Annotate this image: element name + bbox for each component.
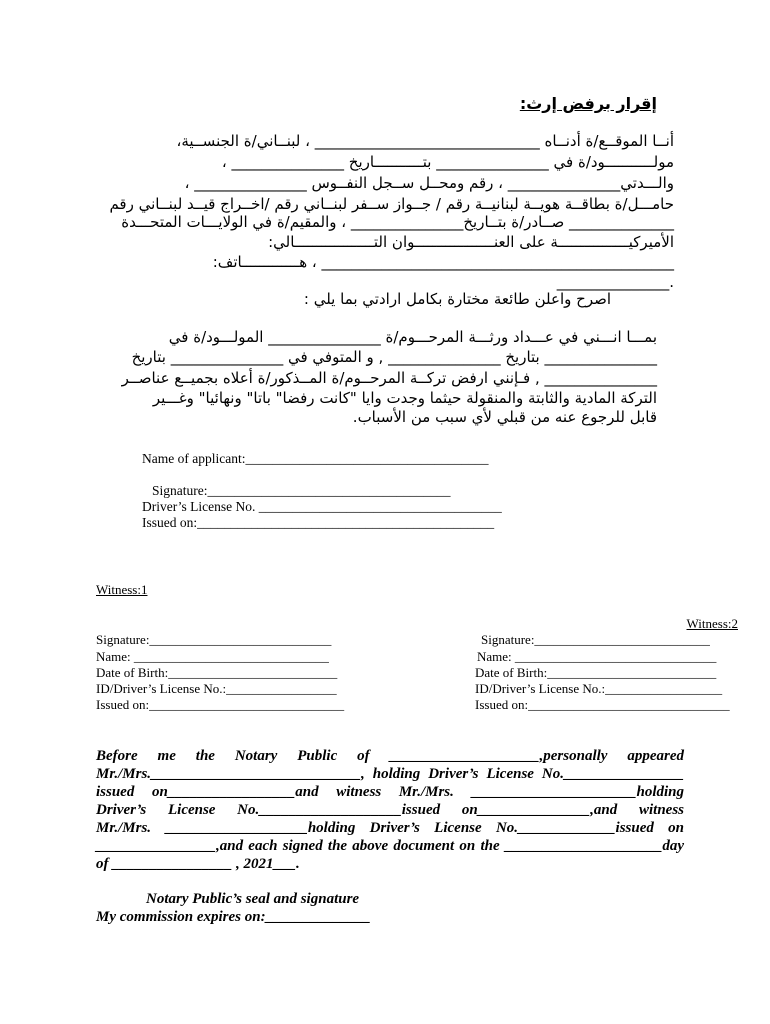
witness-1-signature: Signature:____________________________	[96, 632, 332, 647]
arabic-statement-line-5: قابل للرجوع عنه من قبلي لأي سبب من الأسباب.	[352, 408, 657, 426]
notary-line-7: of ________________ , 2021___.	[96, 856, 300, 872]
arabic-line-5: ______________ صــادر/ة بتــاريخ_______________ ، والمقيم/ة في الولايـــات المتحـــدة	[121, 213, 674, 231]
witness-2-id: ID/Driver’s License No.:__________________	[475, 681, 723, 696]
witness-2-dob: Date of Birth:__________________________	[475, 665, 717, 680]
applicant-license-field: Driver’s License No. ____________________________________	[142, 499, 502, 514]
arabic-line-8: ._______________	[556, 273, 674, 291]
arabic-line-7: _______________________________________________ ، هـــــــــــــاتف:	[212, 253, 674, 271]
witness-1-id: ID/Driver’s License No.:_________________	[96, 681, 337, 696]
applicant-signature-field: Signature:____________________________________	[152, 483, 451, 498]
witness-2-name: Name: _______________________________	[477, 649, 717, 664]
applicant-issued-field: Issued on:____________________________________________	[142, 515, 495, 530]
witness-2-signature: Signature:___________________________	[481, 632, 710, 647]
notary-line-4: Driver’s License No.___________________issued on_______________,and witness	[96, 802, 684, 818]
arabic-declaration-intro: اصرح واعلن طائعة مختارة بكامل ارادتي بما يلي :	[303, 290, 611, 308]
notary-line-6: ________________,and each signed the above document on the _____________________day	[96, 838, 684, 854]
arabic-line-2: مولـــــــــــود/ة في _______________ بتـــــــــــاريخ _______________ ،	[221, 153, 674, 171]
document-title: إقرار برفض إرث:	[519, 94, 657, 113]
arabic-statement-line-2: _______________ بتاريخ _______________ , و المتوفي في _______________ بتاريخ	[131, 348, 657, 366]
witness-2-issued: Issued on:_______________________________	[475, 697, 730, 712]
arabic-line-4: حامـــل/ة بطاقــة هويــة لبنانيــة رقم / جــواز ســفر لبنــاني رقم /اخــراج قيــد لبنــاني رقم	[109, 195, 674, 213]
arabic-line-6: الأميركيــــــــــــــــة على العنــــــــــــــــــوان التــــــــــــــــــالي:	[268, 233, 674, 251]
witness-2-title: Witness:2	[686, 616, 738, 631]
commission-expires: My commission expires on:______________	[96, 909, 371, 925]
witness-1-name: Name: ______________________________	[96, 649, 329, 664]
arabic-line-3: والـــدتي_______________ ، رقم ومحــل ســجل النفــوس _______________ ،	[184, 174, 674, 192]
arabic-statement-line-3: _______________ , فـإنني ارفض تركــة المرحــوم/ة المــذكور/ة أعلاه بجميــع عناصــر	[121, 369, 657, 387]
notary-line-5: Mr./Mrs. ___________________holding Driver’s License No._____________issued on	[96, 820, 684, 836]
arabic-statement-line-1: بمـــا انـــني في عـــداد ورثـــة المرحـــوم/ة _______________ المولـــود/ة في	[168, 328, 657, 346]
arabic-line-1: أنــا الموقــع/ة أدنــاه ______________________________ ، لبنــاني/ة الجنســية،	[176, 132, 674, 150]
witness-1-dob: Date of Birth:__________________________	[96, 665, 338, 680]
notary-line-1: Before me the Notary Public of ____________________,personally appeared	[96, 748, 684, 764]
witness-1-title: Witness:1	[96, 582, 148, 597]
notary-line-3: issued on_________________and witness Mr./Mrs. ______________________holding	[96, 784, 684, 800]
applicant-name-field: Name of applicant:____________________________________	[142, 451, 489, 466]
witness-1-issued: Issued on:______________________________	[96, 697, 345, 712]
notary-line-2: Mr./Mrs.____________________________, holding Driver’s License No.________________	[96, 766, 684, 782]
arabic-statement-line-4: التركة المادية والثابتة والمنقولة حيثما وجدت وايا "كانت رفضا" باتا" ونهائيا" وغـــير	[152, 389, 657, 407]
notary-seal-label: Notary Public’s seal and signature	[146, 891, 360, 907]
